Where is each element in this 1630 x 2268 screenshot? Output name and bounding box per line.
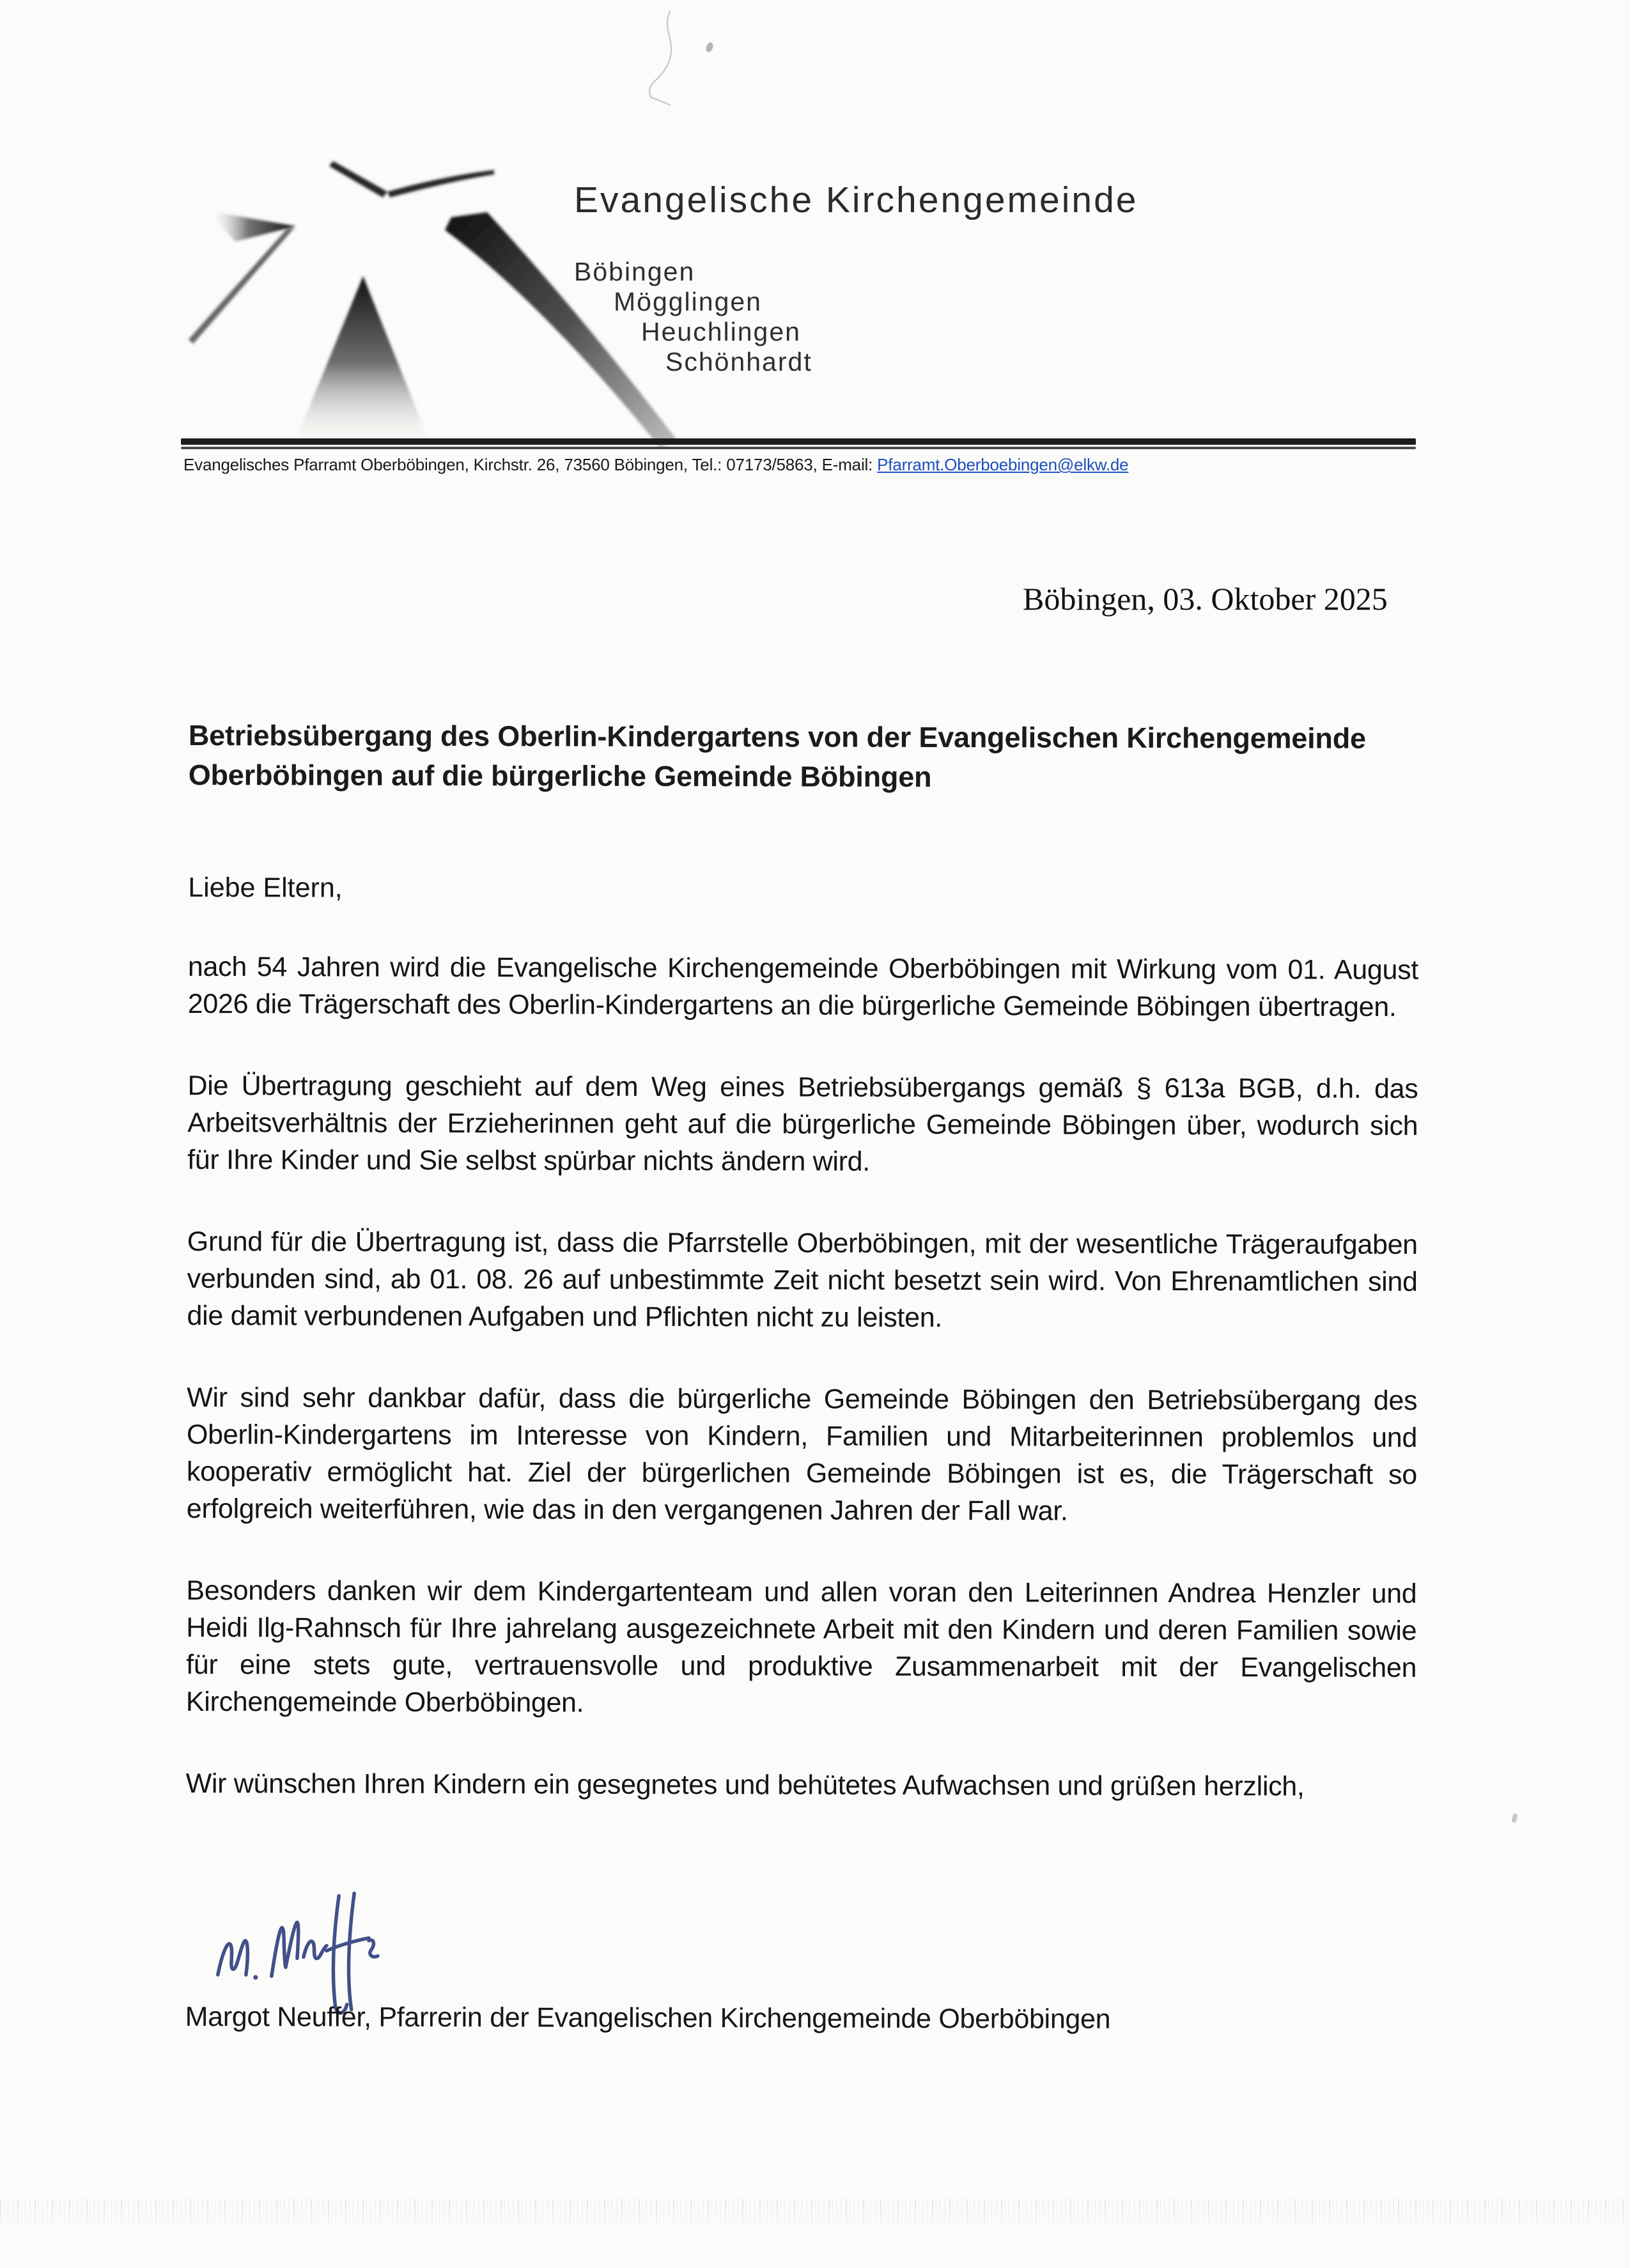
header-rule — [181, 438, 1416, 449]
location-item-moegglingen: Mögglingen — [614, 287, 762, 316]
paragraph-2: Die Übertragung geschieht auf dem Weg eines Betriebsübergangs gemäß § 613a BGB, d.h. das Arbeitsverhältnis der Erzieherinnen geht auf die bürgerliche Gemeinde Böbingen über, wodurch sich für Ihre Kinder und Sie selbst spürbar nichts ändern wird. — [187, 1070, 1418, 1177]
location-list — [574, 257, 1138, 377]
salutation: Liebe Eltern, — [188, 872, 343, 904]
location-item-heuchlingen: Heuchlingen — [641, 317, 801, 346]
location-item-schoenhardt: Schönhardt — [665, 347, 812, 376]
subject-line: Betriebsübergang des Oberlin-Kindergartens von der Evangelischen Kirchengemeinde Oberböbingen auf die bürgerliche Gemeinde Böbingen — [188, 719, 1366, 794]
paragraph-3: Grund für die Übertragung ist, dass die Pfarrstelle Oberböbingen, mit der wesentliche Trägeraufgaben verbunden sind, ab 01. 08. 26 auf unbestimmte Zeit nicht besetzt sein wird. Von Ehrenamtlichen sind die damit verbundenen Aufgaben und Pflichten nicht zu leisten. — [187, 1226, 1418, 1334]
scan-artifact-speck — [1511, 1813, 1517, 1823]
contact-line — [183, 455, 1128, 475]
date-line: Böbingen, 03. Oktober 2025 — [1023, 581, 1388, 617]
header-titles — [574, 179, 1138, 377]
contact-text: Evangelisches Pfarramt Oberböbingen, Kirchstr. 26, 73560 Böbingen, Tel.: 07173/5863, E-mail: — [183, 455, 878, 474]
scan-noise-band — [0, 2199, 1630, 2237]
header-rule-thick-line — [181, 438, 1416, 445]
header-rule-thin-line — [181, 447, 1416, 449]
paragraph-5: Besonders danken wir dem Kindergartenteam und allen voran den Leiterinnen Andrea Henzler und Heidi Ilg-Rahnsch für Ihre jahrelang ausgezeichnete Arbeit mit den Kindern und deren Familien sowie für eine stets gute, vertrauensvolle und produktive Zusammenarbeit mit der Evangelischen Kirchengemeinde Oberböbingen. — [185, 1575, 1417, 1718]
contact-email-link[interactable]: Pfarramt.Oberboebingen@elkw.de — [877, 455, 1129, 474]
paragraph-4: Wir sind sehr dankbar dafür, dass die bürgerliche Gemeinde Böbingen den Betriebsübergang des Oberlin-Kindergartens im Interesse von Kindern, Familien und Mitarbeiterinnen problemlos und kooperativ ermöglicht hat. Ziel der bürgerlichen Gemeinde Böbingen ist es, die Trägerschaft so erfolgreich weiterführen, wie das in den vergangenen Jahren der Fall war. — [186, 1382, 1418, 1527]
letter-body — [185, 716, 1419, 2093]
scan-artifact-squiggle — [633, 8, 767, 110]
paragraph-1: nach 54 Jahren wird die Evangelische Kirchengemeinde Oberböbingen mit Wirkung vom 01. August 2026 die Trägerschaft des Oberlin-Kindergartens an die bürgerliche Gemeinde Böbingen übertragen. — [187, 951, 1419, 1022]
signer-line: Margot Neuffer, Pfarrerin der Evangelischen Kirchengemeinde Oberböbingen — [185, 2001, 1111, 2035]
org-title: Evangelische Kirchengemeinde — [574, 180, 1138, 220]
location-item-boebingen: Böbingen — [574, 257, 695, 286]
closing-line: Wir wünschen Ihren Kindern ein gesegnetes und behütetes Aufwachsen und grüßen herzlich, — [185, 1768, 1305, 1802]
